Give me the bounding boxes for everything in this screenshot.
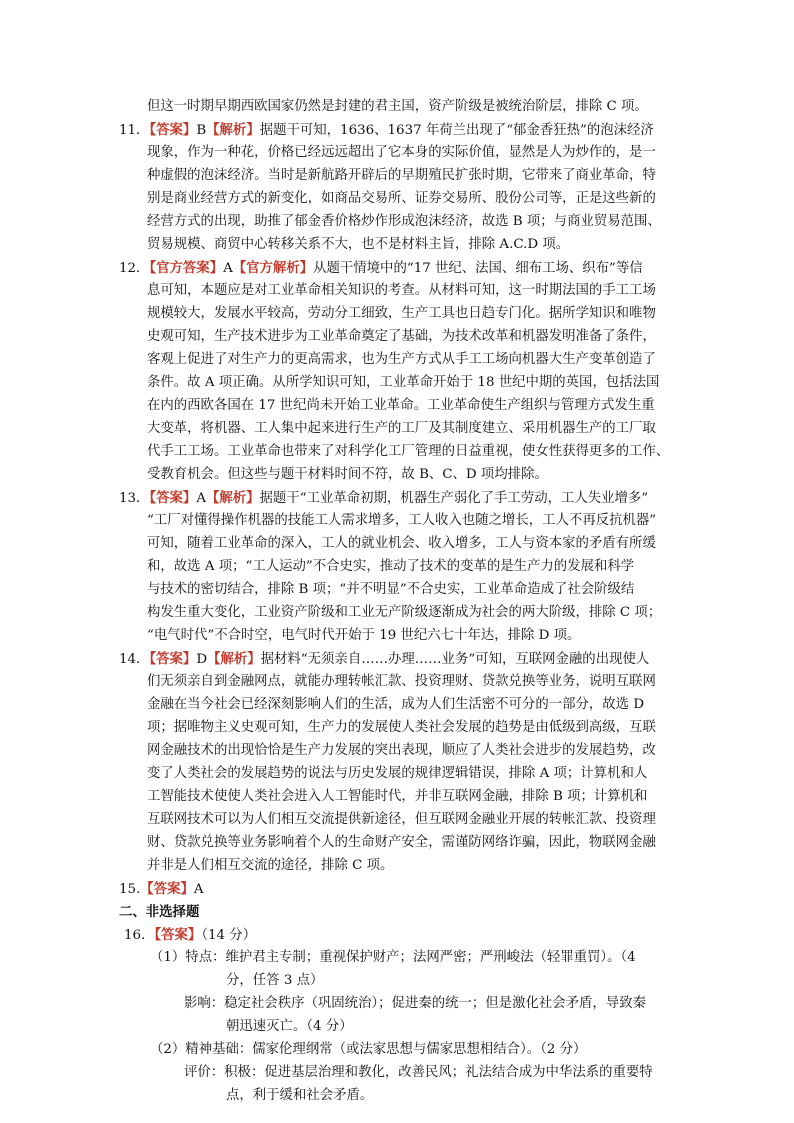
text-line (147, 326, 656, 348)
text-segment: 16． (124, 928, 155, 943)
text-line (184, 993, 646, 1015)
text-line (147, 763, 647, 785)
text-segment: “工厂对懂得操作机器的技能工人需求增多，工人收入也随之增长，工人不再反抗机器” (147, 513, 657, 528)
text-segment: 但这一时期早期西欧国家仍然是封建的君主国，资产阶级是被统治阶层，排除 C 项。 (147, 99, 648, 114)
answer-tag: 【解析】 (206, 122, 260, 138)
text-segment: 影响：稳定社会秩序（巩固统治）；促进秦的统一；但是激化社会矛盾，导致秦 (184, 996, 646, 1011)
text-segment: 金融在当今社会已经深刻影响人们的生活，成为人们生活密不可分的一部分，故选 D (147, 697, 645, 712)
text-line (147, 510, 656, 532)
text-segment: 评价：积极：促进基层治理和教化，改善民风；礼法结合成为中华法系的重要特 (184, 1065, 653, 1080)
text-segment: 条件。故 A 项正确。从所学知识可知，工业革命开始于 18 世纪中期的英国，包括法国 (147, 375, 660, 390)
text-segment: B (196, 123, 207, 138)
text-line (226, 1085, 373, 1107)
answer-tag: 【答案】 (149, 122, 197, 138)
text-line (147, 809, 656, 831)
text-segment: D (196, 652, 208, 667)
text-segment: 14． (119, 652, 150, 667)
text-line (147, 349, 656, 371)
answer-tag: 【解析】 (207, 651, 261, 667)
text-line (147, 786, 647, 808)
text-segment: 网金融技术的出现恰恰是生产力发展的突出表现，顺应了人类社会进步的发展趋势，改 (147, 743, 656, 758)
text-segment: （1）特点：维护君主专制；重视保护财产；法网严密；严刑峻法（轻罪重罚）。（4 (150, 950, 636, 965)
text-segment: 并非是人们相互交流的途径，排除 C 项。 (147, 858, 394, 873)
text-segment: 15. (119, 882, 141, 897)
text-segment: 11． (119, 123, 150, 138)
answer-tag: 【解析】 (205, 490, 260, 506)
text-segment: 财、贷款兑换等业务影响着个人的生命财产安全，需谨防网络诈骗，因此，物联网金融 (147, 835, 656, 850)
text-segment: 在内的西欧各国在 17 世纪尚未开始工业革命。工业革命使生产组织与管理方式发生重 (147, 398, 655, 413)
text-line (147, 96, 648, 118)
text-line (147, 602, 661, 624)
text-segment: 种虚假的泡沫经济。当时是新航路开辟后的早期殖民扩张时期，它带来了商业革命，特 (147, 168, 656, 183)
text-segment: 从题干情境中的“17 世纪、法国、细布工场、织布”等信 (313, 261, 643, 276)
text-line (147, 579, 634, 601)
text-segment: 大变革，将机器、工人集中起来进行生产的工厂及其制度建立、采用机器生产的工厂取 (147, 421, 656, 436)
text-segment: 受教育机会。但这些与题干材料时间不符，故 B、C、D 项均排除。 (147, 467, 548, 482)
text-segment: 们无须亲自到金融网点，就能办理转帐汇款、投资理财、贷款兑换等业务，说明互联网 (147, 674, 656, 689)
text-line (147, 418, 656, 440)
text-segment: A (193, 882, 204, 897)
text-line (147, 694, 644, 716)
text-line (147, 533, 656, 555)
text-segment: 工智能技术使使人类社会进入人工智能时代，并非互联网金融，排除 B 项；计算机和 (147, 789, 648, 804)
text-line (119, 257, 643, 279)
text-line (147, 395, 655, 417)
text-segment: 据题干可知，1636、1637 年荷兰出现了“郁金香狂热”的泡沫经济 (259, 123, 654, 138)
answer-tag: 【答案】 (154, 927, 202, 943)
text-segment: 别是商业经营方式的新变化，如商品交易所、证券交易所、股份公司等，正是这些新的 (147, 191, 656, 206)
text-line (147, 211, 661, 233)
text-segment: 规模较大，发展水平较高，劳动分工细致，生产工具也日趋专门化。据所学知识和唯物 (147, 306, 656, 321)
text-segment: 与技术的密切结合，排除 B 项；“并不明显”不合史实，工业革命造成了社会阶级结 (147, 582, 635, 597)
text-line (147, 717, 656, 739)
text-line (150, 1039, 586, 1061)
text-segment: 项；据唯物主义史观可知，生产力的发展使人类社会发展的趋势是由低级到高级，互联 (147, 720, 656, 735)
text-segment: 朝迅速灭亡。（4 分） (226, 1019, 353, 1034)
answer-tag: 【答案】 (149, 490, 197, 506)
text-segment: （14 分） (201, 928, 257, 943)
text-line (147, 832, 656, 854)
text-line (226, 1016, 353, 1038)
text-segment: A (196, 491, 206, 506)
text-line (147, 165, 656, 187)
text-line (147, 740, 656, 762)
text-segment: 据题干“工业革命初期，机器生产弱化了手工劳动，工人失业增多” (259, 491, 649, 506)
text-line (147, 441, 669, 463)
text-line (147, 464, 548, 486)
text-segment: 贸易规模、商贸中心转移关系不大，也不是材料主旨，排除 A.C.D 项。 (147, 237, 570, 252)
text-segment: 史观可知，生产技术进步为工业革命奠定了基础，为技术改革和机器发明准备了条件， (147, 329, 656, 344)
text-segment: 和，故选 A 项；“工人运动”不合史实，推动了技术的变革的是生产力的发展和科学 (147, 559, 635, 574)
text-segment: 代手工工场。工业革命也带来了对科学化工厂管理的日益重视，使女性获得更多的工作、 (147, 444, 670, 459)
text-line (147, 671, 656, 693)
text-line (147, 556, 634, 578)
answer-tag: 【官方解析】 (232, 260, 314, 276)
text-line (119, 878, 204, 900)
text-line (147, 303, 656, 325)
answer-tag: 【答案】 (149, 651, 197, 667)
text-segment: 可知，随着工业革命的深入，工人的就业机会、收入增多，工人与资本家的矛盾有所缓 (147, 536, 656, 551)
text-segment: 据材料“无须亲自……办理……业务”可知，互联网金融的出现使人 (260, 652, 650, 667)
text-line (147, 625, 580, 647)
text-line (147, 142, 656, 164)
text-segment: 现象，作为一种花，价格已经远远超出了它本身的实际价值，显然是人为炒作的，是一 (147, 145, 656, 160)
text-segment: 构发生重大变化，工业资产阶级和工业无产阶级逐渐成为社会的两大阶级，排除 C 项； (147, 605, 662, 620)
text-line (184, 1062, 653, 1084)
text-segment: 经营方式的出现，助推了郁金香价格炒作形成泡沫经济，故选 B 项；与商业贸易范围、 (147, 214, 661, 229)
text-line (147, 188, 656, 210)
text-segment: 变了人类社会的发展趋势的说法与历史发展的规律逻辑错误，排除 A 项；计算机和人 (147, 766, 648, 781)
text-line (147, 234, 569, 256)
text-line (124, 924, 256, 946)
answer-tag: 【答案】 (140, 881, 194, 897)
text-line (147, 372, 659, 394)
text-segment: 12． (119, 261, 150, 276)
text-line (150, 947, 636, 969)
section-heading: 二、非选择题 (119, 904, 200, 920)
text-segment: “电气时代”不合时空，电气时代开始于 19 世纪六七十年达，排除 D 项。 (147, 628, 581, 643)
text-line (119, 901, 199, 923)
text-line (226, 970, 323, 992)
text-line (147, 855, 393, 877)
text-segment: 互联网技术可以为人们相互交流提供新途径，但互联网金融业开展的转帐汇款、投资理 (147, 812, 656, 827)
text-segment: A (223, 261, 233, 276)
text-line (147, 280, 656, 302)
text-segment: 13． (119, 491, 150, 506)
answer-tag: 【官方答案】 (149, 260, 224, 276)
text-segment: 点，利于缓和社会矛盾。 (226, 1088, 374, 1103)
text-segment: 分，任答 3 点） (226, 973, 324, 988)
text-line (119, 119, 654, 141)
text-segment: 客观上促进了对生产力的更高需求，也为生产方式从手工工场向机器大生产变革创造了 (147, 352, 656, 367)
text-segment: 息可知，本题应是对工业革命相关知识的考查。从材料可知，这一时期法国的手工工场 (147, 283, 656, 298)
text-line (119, 648, 649, 670)
text-segment: （2）精神基础：儒家伦理纲常（或法家思想与儒家思想相结合）。（2 分） (150, 1042, 587, 1057)
text-line (119, 487, 648, 509)
